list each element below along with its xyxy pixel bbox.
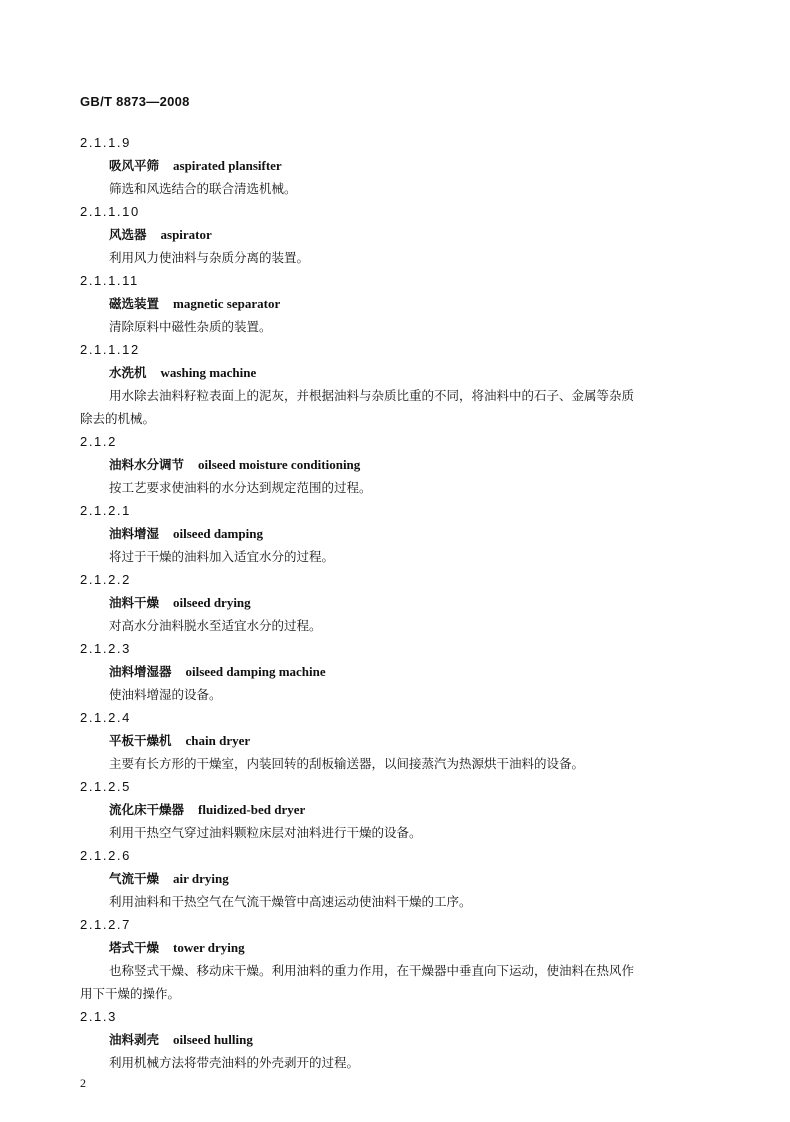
term-zh: 油料水分调节	[109, 457, 185, 472]
term-entry	[0, 568, 790, 637]
term-zh: 磁选装置	[109, 296, 160, 311]
term-zh: 风选器	[109, 227, 147, 242]
definition-text: 主要有长方形的干燥室，内装回转的刮板输送器，以间接蒸汽为热源烘干油料的设备。	[109, 756, 585, 771]
term-en: fluidized-bed dryer	[198, 802, 306, 817]
term-title	[0, 798, 790, 821]
term-entry	[0, 269, 790, 338]
term-title	[0, 591, 790, 614]
definition-text: 使油料增湿的设备。	[109, 687, 222, 702]
term-en: oilseed damping	[173, 526, 263, 541]
definition-text: 将过于干燥的油料加入适宜水分的过程。	[109, 549, 335, 564]
term-entry	[0, 844, 790, 913]
term-zh: 气流干燥	[109, 871, 160, 886]
term-en: oilseed damping machine	[185, 664, 326, 679]
term-entry	[0, 338, 790, 430]
term-zh: 流化床干燥器	[109, 802, 185, 817]
term-number: 2.1.1.12	[80, 342, 140, 357]
standard-code-header: GB/T 8873—2008	[80, 94, 190, 109]
definition-text: 也称竖式干燥、移动床干燥。利用油料的重力作用，在干燥器中垂直向下运动，使油料在热风作用下干燥的操作。	[80, 963, 635, 1001]
term-zh: 油料剥壳	[109, 1032, 160, 1047]
term-title	[0, 223, 790, 246]
term-en: magnetic separator	[173, 296, 281, 311]
term-definition	[0, 177, 636, 200]
term-zh: 油料增湿	[109, 526, 160, 541]
term-en: aspirated plansifter	[173, 158, 282, 173]
definition-text: 利用油料和干热空气在气流干燥管中高速运动使油料干燥的工序。	[109, 894, 472, 909]
term-zh: 水洗机	[109, 365, 147, 380]
term-number: 2.1.2.3	[80, 641, 131, 656]
term-title	[0, 292, 790, 315]
term-en: oilseed drying	[173, 595, 251, 610]
term-number: 2.1.2.4	[80, 710, 131, 725]
term-title	[0, 936, 790, 959]
term-entry	[0, 706, 790, 775]
term-title	[0, 729, 790, 752]
term-definition	[0, 246, 636, 269]
term-definition	[0, 683, 636, 706]
term-number: 2.1.2.7	[80, 917, 131, 932]
term-number: 2.1.2.2	[80, 572, 131, 587]
term-en: aspirator	[160, 227, 212, 242]
term-definition	[0, 476, 636, 499]
term-definition	[0, 959, 636, 1005]
term-definition	[0, 752, 636, 775]
term-number: 2.1.1.11	[80, 273, 139, 288]
term-definition	[0, 315, 636, 338]
definition-text: 利用风力使油料与杂质分离的装置。	[109, 250, 310, 265]
term-zh: 油料干燥	[109, 595, 160, 610]
definition-text: 用水除去油料籽粒表面上的泥灰，并根据油料与杂质比重的不同，将油料中的石子、金属等杂质除去的机械。	[80, 388, 635, 426]
term-zh: 平板干燥机	[109, 733, 172, 748]
term-entry	[0, 913, 790, 1005]
term-entry	[0, 200, 790, 269]
term-entry	[0, 430, 790, 499]
term-entry	[0, 775, 790, 844]
term-definition	[0, 614, 636, 637]
term-definition	[0, 1051, 636, 1074]
term-title	[0, 453, 790, 476]
term-entry	[0, 1005, 790, 1074]
term-number: 2.1.2	[80, 434, 117, 449]
term-title	[0, 867, 790, 890]
definition-text: 筛选和风选结合的联合清选机械。	[109, 181, 297, 196]
term-definition	[0, 890, 636, 913]
term-number: 2.1.2.1	[80, 503, 131, 518]
term-zh: 塔式干燥	[109, 940, 160, 955]
term-zh: 油料增湿器	[109, 664, 172, 679]
term-title	[0, 522, 790, 545]
term-number: 2.1.3	[80, 1009, 117, 1024]
term-en: oilseed moisture conditioning	[198, 457, 361, 472]
term-en: oilseed hulling	[173, 1032, 253, 1047]
term-en: chain dryer	[185, 733, 251, 748]
term-title	[0, 154, 790, 177]
term-en: air drying	[173, 871, 229, 886]
definition-text: 对高水分油料脱水至适宜水分的过程。	[109, 618, 322, 633]
term-definition	[0, 545, 636, 568]
definition-text: 利用机械方法将带壳油料的外壳剥开的过程。	[109, 1055, 360, 1070]
term-en: tower drying	[173, 940, 245, 955]
term-number: 2.1.2.6	[80, 848, 131, 863]
term-list	[0, 131, 790, 1074]
term-entry	[0, 637, 790, 706]
term-title	[0, 660, 790, 683]
definition-text: 利用干热空气穿过油料颗粒床层对油料进行干燥的设备。	[109, 825, 422, 840]
term-title	[0, 361, 790, 384]
term-number: 2.1.2.5	[80, 779, 131, 794]
term-definition	[0, 384, 636, 430]
term-definition	[0, 821, 636, 844]
definition-text: 按工艺要求使油料的水分达到规定范围的过程。	[109, 480, 372, 495]
page-number: 2	[80, 1076, 86, 1090]
term-entry	[0, 499, 790, 568]
term-number: 2.1.1.10	[80, 204, 140, 219]
term-number: 2.1.1.9	[80, 135, 131, 150]
term-entry	[0, 131, 790, 200]
term-title	[0, 1028, 790, 1051]
term-en: washing machine	[160, 365, 257, 380]
definition-text: 清除原料中磁性杂质的装置。	[109, 319, 272, 334]
term-zh: 吸风平筛	[109, 158, 160, 173]
